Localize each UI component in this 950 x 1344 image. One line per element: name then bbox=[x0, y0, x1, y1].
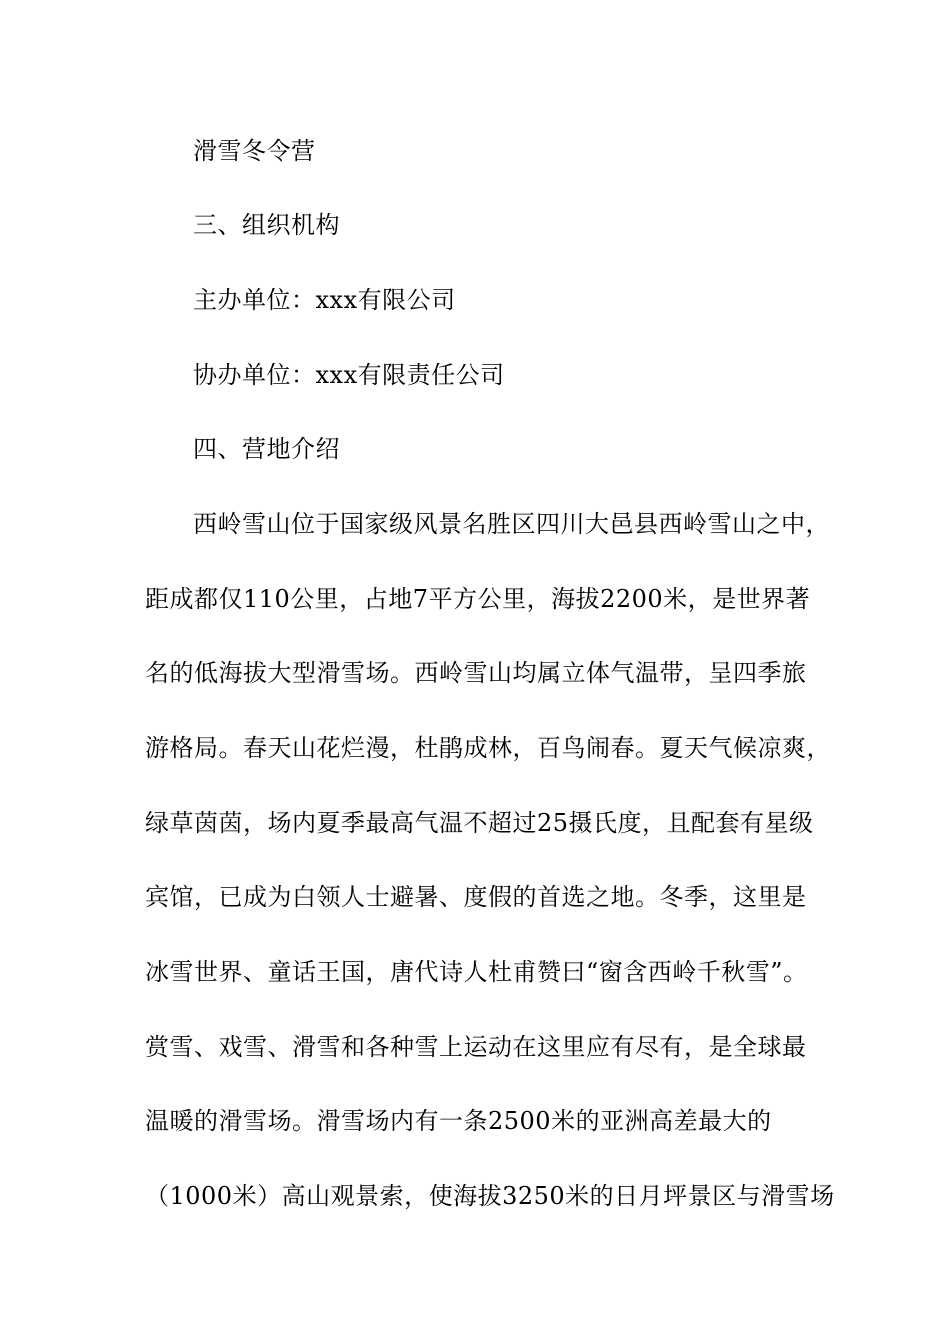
paragraph-line: 名的低海拔大型滑雪场。西岭雪山均属立体气温带，呈四季旅 bbox=[145, 659, 807, 687]
paragraph-line: 冰雪世界、童话王国，唐代诗人杜甫赞曰“窗含西岭千秋雪”。 bbox=[145, 958, 808, 986]
paragraph-line: 温暖的滑雪场。滑雪场内有一条2500米的亚洲高差最大的 bbox=[145, 1107, 772, 1135]
paragraph-line: 绿草茵茵，场内夏季最高气温不超过25摄氏度，且配套有星级 bbox=[145, 809, 814, 837]
section-heading: 三、组织机构 bbox=[193, 211, 340, 239]
section-heading: 四、营地介绍 bbox=[193, 435, 340, 463]
paragraph-line: 协办单位：xxx有限责任公司 bbox=[193, 361, 505, 389]
paragraph-line: 宾馆，已成为白领人士避暑、度假的首选之地。冬季，这里是 bbox=[145, 883, 807, 911]
paragraph-line: 滑雪冬令营 bbox=[193, 137, 316, 165]
paragraph-line: （1000米）高山观景索，使海拔3250米的日月坪景区与滑雪场 bbox=[145, 1182, 835, 1210]
paragraph-line: 赏雪、戏雪、滑雪和各种雪上运动在这里应有尽有，是全球最 bbox=[145, 1033, 807, 1061]
paragraph-line: 游格局。春天山花烂漫，杜鹃成林，百鸟闹春。夏天气候凉爽， bbox=[145, 734, 831, 762]
paragraph-line: 距成都仅110公里，占地7平方公里，海拔2200米，是世界著 bbox=[145, 585, 811, 613]
paragraph-line: 主办单位：xxx有限公司 bbox=[193, 286, 456, 314]
paragraph-line: 西岭雪山位于国家级风景名胜区四川大邑县西岭雪山之中， bbox=[193, 510, 830, 538]
